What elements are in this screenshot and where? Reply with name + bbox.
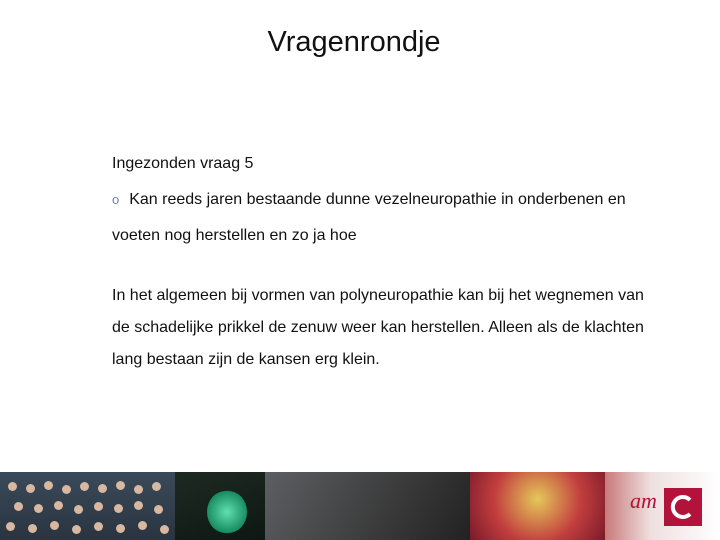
medical-scan-image — [470, 472, 605, 540]
footer-image-strip — [0, 472, 720, 540]
answer-line-3: lang bestaan zijn de kansen erg klein. — [112, 351, 380, 368]
anatomy-lesson-painting — [265, 472, 470, 540]
slide-title: Vragenrondje — [267, 26, 441, 58]
question-line-1 — [112, 182, 717, 218]
bullet-icon: o — [112, 192, 120, 207]
skull-scan-icon — [207, 490, 247, 534]
question-line-2: voeten nog herstellen en zo ja hoe — [112, 227, 357, 244]
answer-line-2: de schadelijke prikkel de zenuw weer kan herstellen. Alleen als de klachten — [112, 319, 644, 336]
question-heading: Ingezonden vraag 5 — [112, 155, 254, 172]
question-text-1: Kan reeds jaren bestaande dunne vezelneuropathie in onderbenen en — [129, 191, 626, 208]
amc-logo-icon — [664, 488, 702, 526]
answer-line-1: In het algemeen bij vormen van polyneuropathie kan bij het wegnemen van — [112, 287, 644, 304]
lecture-hall-photo — [0, 472, 175, 540]
slide-body — [112, 146, 717, 376]
amc-logo-text: am — [630, 488, 657, 513]
logo-background — [605, 472, 720, 540]
answer-block — [112, 280, 717, 376]
